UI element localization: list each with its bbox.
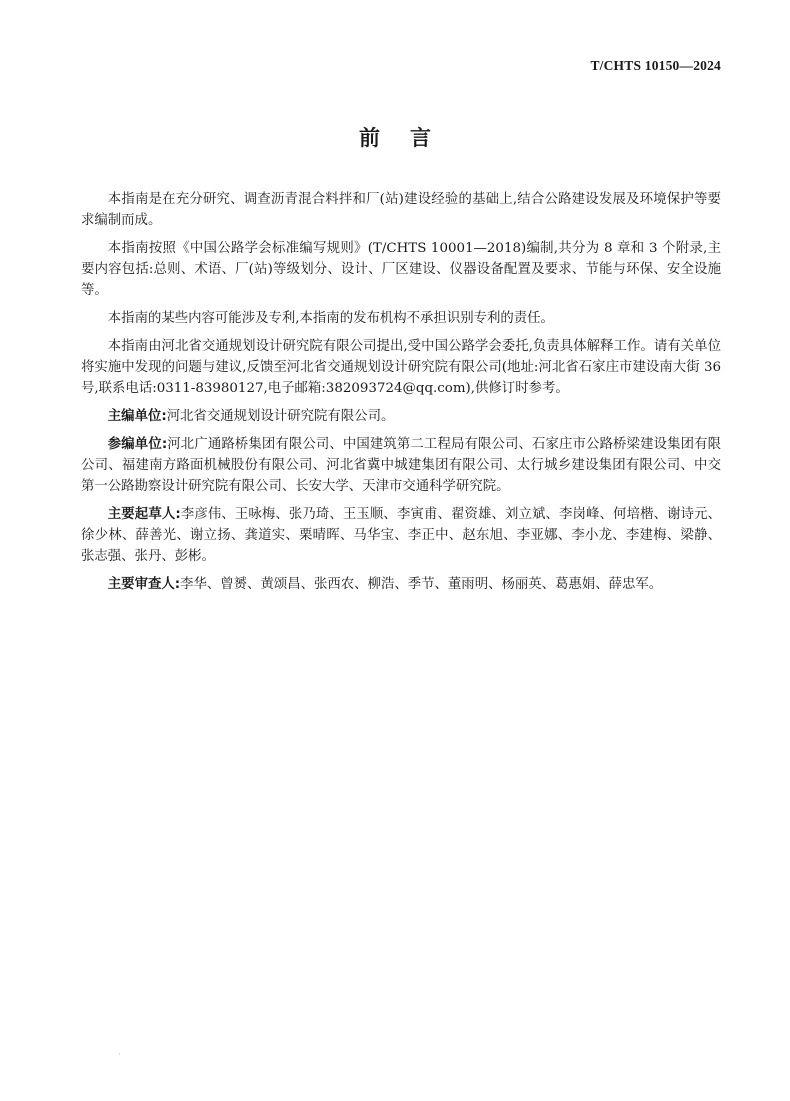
- feedback-paragraph: 本指南由河北省交通规划设计研究院有限公司提出,受中国公路学会委托,负责具体解释工作。请有关单位将实施中发现的问题与建议,反馈至河北省交通规划设计研究院有限公司(地址:河北省石家庄市建设南大街 36 号,联系电话:0311-83980127,电子邮箱:382093724@qq.com),供修订时参考。: [81, 339, 721, 396]
- chief-unit-text: 河北省交通规划设计研究院有限公司。: [166, 409, 395, 424]
- drafters-label: 主要起草人:: [107, 507, 181, 522]
- participating-units-text: 河北广通路桥集团有限公司、中国建筑第二工程局有限公司、石家庄市公路桥梁建设集团有限公司、福建南方路面机械股份有限公司、河北省冀中城建集团有限公司、太行城乡建设集团有限公司、中交第一公路勘察设计研究院有限公司、长安大学、天津市交通科学研究院。: [81, 437, 721, 494]
- patent-paragraph: 本指南的某些内容可能涉及专利,本指南的发布机构不承担识别专利的责任。: [107, 311, 554, 326]
- chief-unit-paragraph: [81, 406, 721, 427]
- structure-paragraph: 本指南按照《中国公路学会标准编写规则》(T/CHTS 10001—2018)编制,共分为 8 章和 3 个附录,主要内容包括:总则、术语、厂(站)等级划分、设计、厂区建设、仪器设备配置及要求、节能与环保、安全设施等。: [81, 241, 721, 298]
- participating-units-paragraph: [81, 434, 721, 497]
- chief-unit-label: 主编单位:: [107, 409, 167, 424]
- standard-code: T/CHTS 10150—2024: [590, 58, 721, 73]
- intro-paragraph: 本指南是在充分研究、调查沥青混合料拌和厂(站)建设经验的基础上,结合公路建设发展及环境保护等要求编制而成。: [81, 192, 721, 228]
- reviewers-label: 主要审查人:: [107, 577, 181, 592]
- reviewers-paragraph: [81, 574, 721, 595]
- foreword-body: [81, 189, 721, 602]
- scan-speck: ·: [118, 1050, 121, 1060]
- participating-units-label: 参编单位:: [107, 437, 168, 452]
- drafters-paragraph: [81, 504, 721, 567]
- page-title: 前言: [359, 126, 461, 150]
- reviewers-text: 李华、曾赟、黄颂昌、张西农、柳浩、季节、董雨明、杨丽英、葛惠娟、薛忠军。: [180, 577, 663, 592]
- drafters-text: 李彦伟、王咏梅、张乃琦、王玉顺、李寅甫、翟资雄、刘立斌、李岗峰、何培楷、谢诗元、徐少林、薛善光、谢立扬、龚道实、栗晴晖、马华宝、李正中、赵东旭、李亚娜、李小龙、李建梅、梁静、张志强、张丹、彭彬。: [81, 507, 722, 564]
